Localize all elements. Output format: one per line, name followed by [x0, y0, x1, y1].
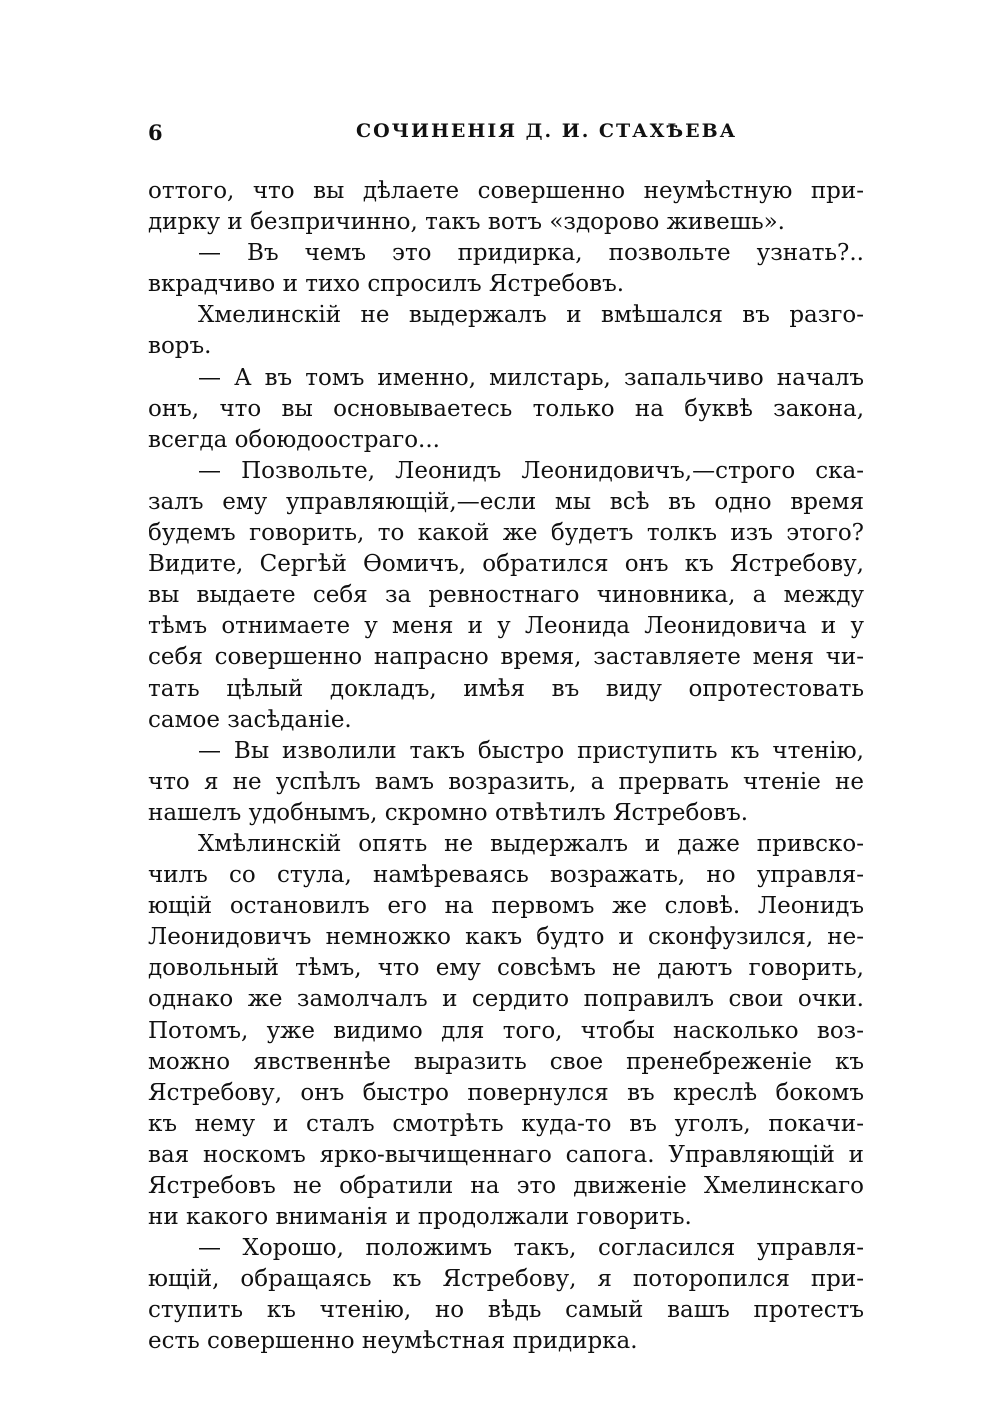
text-line: залъ ему управляющiй,—если мы всѣ въ одно время: [148, 488, 864, 515]
text-line: ступить къ чтенiю, но вѣдь самый вашъ протестъ: [148, 1297, 864, 1324]
text-line: себя совершенно напрасно время, заставляете меня чи-: [148, 644, 864, 671]
text-line: что я не успѣлъ вамъ возразить, а прервать чтенiе не: [148, 768, 864, 795]
text-line: Хмѣлинскiй опять не выдержалъ и даже привско-: [198, 830, 864, 857]
text-line: ни какого вниманiя и продолжали говорить.: [148, 1204, 692, 1231]
text-line: Потомъ, уже видимо для того, чтобы насколько воз-: [148, 1017, 864, 1044]
text-line: самое засѣданiе.: [148, 706, 352, 733]
text-line: — Позвольте, Леонидъ Леонидовичъ,—строго ска-: [198, 457, 864, 484]
text-line: ющiй остановилъ его на первомъ же словѣ. Леонидъ: [148, 893, 864, 920]
page-header: [148, 120, 868, 150]
text-line: однако же замолчалъ и сердито поправилъ свои очки.: [148, 986, 864, 1013]
text-line: Видите, Сергѣй Ѳомичъ, обратился онъ къ Ястребову,: [148, 551, 864, 578]
text-line: воръ.: [148, 333, 212, 360]
text-line: ющiй, обращаясь къ Ястребову, я поторопился при-: [148, 1266, 864, 1293]
text-line: оттого, что вы дѣлаете совершенно неумѣстную при-: [148, 178, 864, 204]
text-line: всегда обоюдоостраго...: [148, 426, 440, 453]
text-line: — Хорошо, положимъ такъ, согласился управля-: [198, 1235, 864, 1262]
body-text: [148, 176, 864, 1358]
page-number: 6: [148, 120, 164, 145]
text-line: Ястребову, онъ быстро повернулся въ креслѣ бокомъ: [148, 1079, 864, 1106]
text-line: будемъ говорить, то какой же будетъ толкъ изъ этого?: [148, 520, 864, 547]
text-line: — А въ томъ именно, милстарь, запальчиво началъ: [198, 364, 864, 391]
text-line: — Вы изволили такъ быстро приступить къ чтенiю,: [198, 737, 864, 764]
text-line: вкрадчиво и тихо спросилъ Ястребовъ.: [148, 271, 625, 298]
text-line: довольный тѣмъ, что ему совсѣмъ не даютъ говорить,: [148, 955, 864, 982]
text-line: къ нему и сталъ смотрѣть куда-то въ уголъ, покачи-: [148, 1110, 864, 1137]
text-line: Леонидовичъ немножко какъ будто и сконфузился, не-: [148, 924, 864, 951]
text-line: онъ, что вы основываетесь только на буквѣ закона,: [148, 395, 864, 422]
text-line: — Въ чемъ это придирка, позвольте узнать?..: [198, 240, 864, 267]
running-title: СОЧИНЕНIЯ Д. И. СТАХѢЕВА: [356, 120, 738, 142]
text-line: нашелъ удобнымъ, скромно отвѣтилъ Ястребовъ.: [148, 799, 749, 826]
text-line: тать цѣлый докладъ, имѣя въ виду опротестовать: [148, 675, 864, 702]
text-line: тѣмъ отнимаете у меня и у Леонида Леонидовича и у: [148, 613, 864, 640]
text-line: вая носкомъ ярко-вычищеннаго сапога. Управляющiй и: [148, 1141, 864, 1168]
text-line: чилъ со стула, намѣреваясь возражать, но управля-: [148, 862, 864, 889]
text-line: Хмелинскiй не выдержалъ и вмѣшался въ разго-: [198, 302, 864, 329]
text-line: можно явственнѣе выразить свое пренебреженiе къ: [148, 1048, 864, 1075]
text-line: дирку и безпричинно, такъ вотъ «здорово живешь».: [148, 209, 785, 236]
text-line: Ястребовъ не обратили на это движенiе Хмелинскаго: [148, 1173, 864, 1199]
text-line: вы выдаете себя за ревностнаго чиновника, а между: [148, 582, 864, 609]
text-line: есть совершенно неумѣстная придирка.: [148, 1328, 638, 1355]
